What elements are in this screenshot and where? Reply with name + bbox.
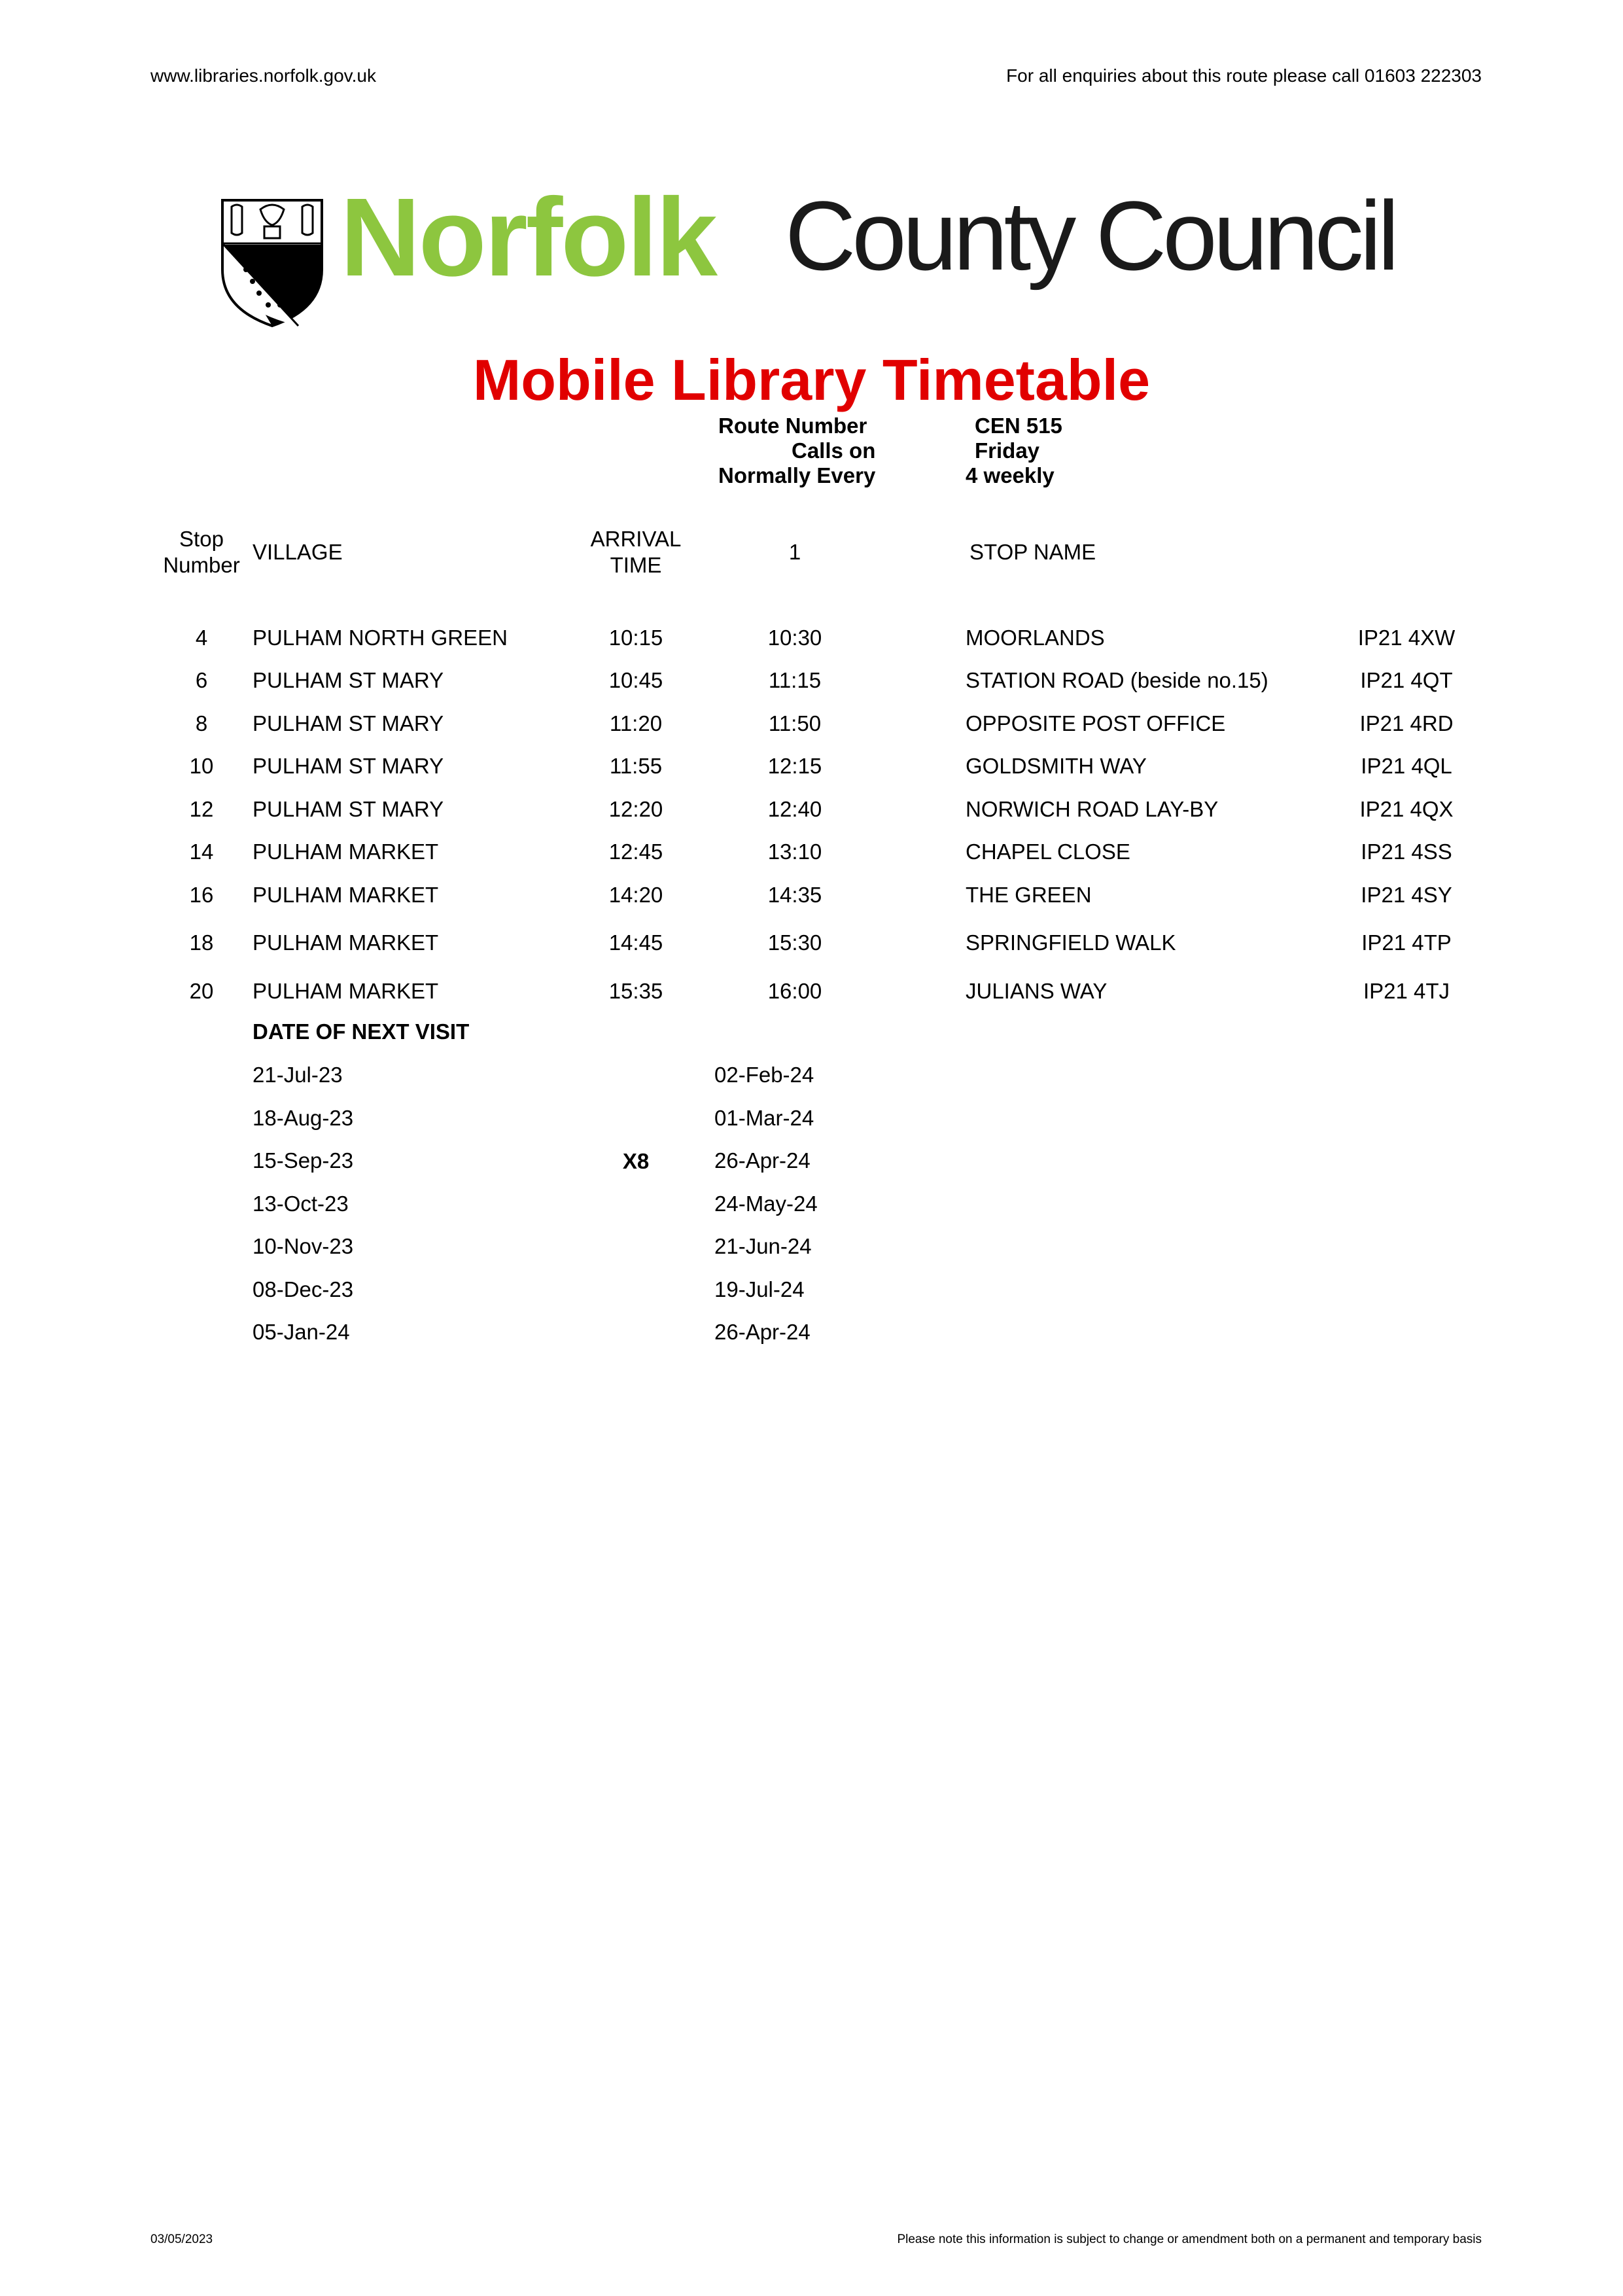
stop-number: 6 [195, 668, 208, 692]
arrival-time: 14:20 [608, 883, 663, 907]
stop-name: MOORLANDS [966, 626, 1105, 650]
stop-number: 10 [189, 754, 214, 778]
calls-on-label: Calls on [792, 438, 876, 463]
stop-name: JULIANS WAY [966, 979, 1108, 1003]
departure-time: 11:15 [768, 668, 822, 692]
col-header-departure: 1 [788, 540, 801, 564]
visit-date-left: 08-Dec-23 [253, 1277, 354, 1301]
postcode: IP21 4QL [1361, 754, 1452, 778]
village: PULHAM ST MARY [253, 668, 444, 692]
stop-name: CHAPEL CLOSE [966, 839, 1130, 864]
postcode: IP21 4XW [1357, 626, 1456, 650]
arrival-time: 12:45 [608, 839, 663, 864]
logo-norfolk-wordmark: Norfolk [340, 175, 716, 300]
departure-time: 16:00 [767, 979, 822, 1003]
stop-name: SPRINGFIELD WALK [966, 930, 1176, 955]
postcode: IP21 4RD [1359, 711, 1454, 735]
village: PULHAM MARKET [253, 839, 439, 864]
col-header-arrival-line1: ARRIVAL [590, 527, 682, 551]
visit-date-right: 26-Apr-24 [714, 1320, 811, 1344]
stop-number: 20 [189, 979, 214, 1003]
departure-time: 10:30 [767, 626, 822, 650]
village: PULHAM MARKET [253, 883, 439, 907]
col-header-stop-line1: Stop [179, 527, 224, 551]
norfolk-crest-icon [220, 198, 324, 328]
col-header-stop [162, 526, 241, 578]
visit-date-left: 15-Sep-23 [253, 1148, 354, 1173]
col-header-arrival-line2: TIME [610, 553, 662, 577]
departure-time: 12:40 [767, 797, 822, 821]
visit-date-right: 24-May-24 [714, 1192, 818, 1216]
arrival-time: 14:45 [608, 930, 663, 955]
stop-number: 16 [189, 883, 214, 907]
departure-time: 11:50 [768, 711, 822, 735]
normally-every-label: Normally Every [718, 463, 876, 487]
visit-date-right: 26-Apr-24 [714, 1148, 811, 1173]
village: PULHAM ST MARY [253, 711, 444, 735]
footer-date: 03/05/2023 [150, 2233, 213, 2246]
postcode: IP21 4QX [1359, 797, 1454, 821]
col-header-arrival [570, 526, 701, 578]
stop-name: NORWICH ROAD LAY-BY [966, 797, 1219, 821]
stop-name: GOLDSMITH WAY [966, 754, 1147, 778]
col-header-stop-name: STOP NAME [969, 540, 1096, 564]
postcode: IP21 4TP [1361, 930, 1452, 955]
route-number-label: Route Number [718, 414, 867, 438]
route-number-value: CEN 515 [975, 414, 1062, 438]
visit-date-right: 19-Jul-24 [714, 1277, 805, 1301]
col-header-village: VILLAGE [253, 540, 343, 564]
page-title: Mobile Library Timetable [472, 347, 1151, 412]
arrival-time: 11:55 [609, 754, 663, 778]
logo-council-wordmark: County Council [785, 181, 1396, 291]
stop-name: THE GREEN [966, 883, 1092, 907]
calls-on-value: Friday [975, 438, 1040, 463]
village: PULHAM ST MARY [253, 797, 444, 821]
enquiries-text: For all enquiries about this route please call 01603 222303 [1006, 65, 1482, 86]
visit-date-left: 18-Aug-23 [253, 1106, 354, 1130]
stop-number: 18 [189, 930, 214, 955]
postcode: IP21 4QT [1360, 668, 1453, 692]
postcode: IP21 4SY [1361, 883, 1452, 907]
postcode: IP21 4TJ [1363, 979, 1450, 1003]
village: PULHAM ST MARY [253, 754, 444, 778]
visit-date-left: 10-Nov-23 [253, 1234, 354, 1258]
stop-name: STATION ROAD (beside no.15) [966, 668, 1268, 692]
arrival-time: 10:45 [608, 668, 663, 692]
departure-time: 14:35 [767, 883, 822, 907]
stop-number: 12 [189, 797, 214, 821]
visit-date-left: 13-Oct-23 [253, 1192, 349, 1216]
arrival-time: 12:20 [608, 797, 663, 821]
visit-date-right: 01-Mar-24 [714, 1106, 814, 1130]
village: PULHAM MARKET [253, 930, 439, 955]
village: PULHAM NORTH GREEN [253, 626, 508, 650]
website-link[interactable]: www.libraries.norfolk.gov.uk [150, 65, 376, 86]
stop-number: 4 [195, 626, 208, 650]
arrival-time: 11:20 [609, 711, 663, 735]
next-visit-heading: DATE OF NEXT VISIT [253, 1019, 470, 1044]
stop-number: 8 [195, 711, 208, 735]
village: PULHAM MARKET [253, 979, 439, 1003]
visit-date-left: 05-Jan-24 [253, 1320, 350, 1344]
visit-date-right: 21-Jun-24 [714, 1234, 812, 1258]
normally-every-value: 4 weekly [966, 463, 1055, 487]
footer-note: Please note this information is subject to change or amendment both on a permanent and temporary basis [897, 2233, 1482, 2246]
stop-number: 14 [189, 839, 214, 864]
stop-name: OPPOSITE POST OFFICE [966, 711, 1226, 735]
visit-multiplier: X8 [622, 1149, 650, 1173]
visit-date-right: 02-Feb-24 [714, 1063, 814, 1087]
departure-time: 12:15 [767, 754, 822, 778]
col-header-stop-line2: Number [163, 553, 240, 577]
visit-date-left: 21-Jul-23 [253, 1063, 343, 1087]
departure-time: 13:10 [767, 839, 822, 864]
postcode: IP21 4SS [1361, 839, 1452, 864]
arrival-time: 15:35 [608, 979, 663, 1003]
arrival-time: 10:15 [608, 626, 663, 650]
departure-time: 15:30 [767, 930, 822, 955]
